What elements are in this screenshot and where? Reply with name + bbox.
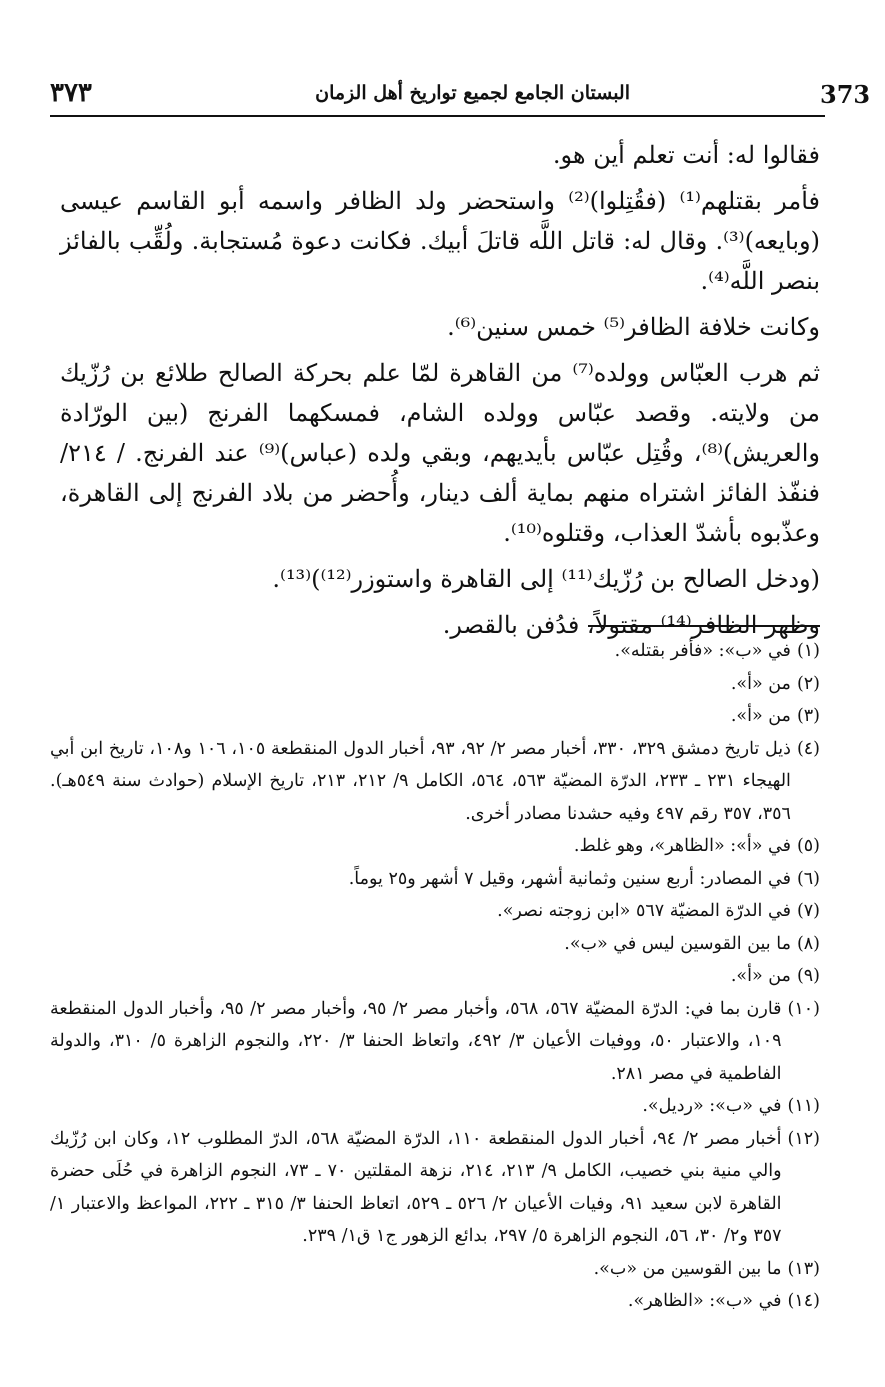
footnote-number: (١١) bbox=[787, 1096, 820, 1116]
footnote-text: في «أ»: «الظاهر»، وهو غلط. bbox=[573, 836, 791, 856]
footnote-number: (٧) bbox=[796, 901, 820, 921]
footnote-number: (٢) bbox=[796, 673, 820, 694]
footnote-text: من «أ». bbox=[730, 706, 791, 726]
footnote-number: (٤) bbox=[796, 738, 820, 759]
footnote-text: ما بين القوسين من «ب». bbox=[593, 1258, 782, 1279]
footnote-text: ما بين القوسين ليس في «ب». bbox=[564, 933, 791, 954]
paragraph: وكانت خلافة الظافر⁽⁵⁾ خمس سنين⁽⁶⁾. bbox=[447, 313, 820, 341]
footnote bbox=[50, 700, 820, 733]
running-title: البستان الجامع لجميع تواريخ أهل الزمان bbox=[315, 82, 630, 104]
footnote-number: (١) bbox=[796, 641, 820, 661]
footnote-number: (١٤) bbox=[787, 1291, 820, 1311]
footnote bbox=[50, 960, 820, 993]
footnote-text: في «ب»: «الظاهر». bbox=[627, 1291, 782, 1311]
footnote-text: في «ب»: «رديل». bbox=[642, 1096, 782, 1116]
paragraph: وظهر الظافر⁽¹⁴⁾ مقتولاً، فدُفن بالقصر. bbox=[442, 611, 820, 639]
footnote bbox=[50, 928, 820, 961]
page-number-arabic: ٣٧٣ bbox=[50, 78, 92, 108]
footnote-separator bbox=[588, 625, 820, 627]
footnote bbox=[50, 1123, 820, 1253]
footnote-number: (٣) bbox=[796, 706, 820, 726]
footnote-text: من «أ». bbox=[730, 673, 791, 694]
footnote bbox=[50, 635, 820, 668]
footnote bbox=[50, 895, 820, 928]
paragraph: فقالوا له: أنت تعلم أين هو. bbox=[552, 141, 820, 169]
footnote-text: في «ب»: «فأفر بقتله». bbox=[614, 641, 791, 661]
footnote-number: (٩) bbox=[796, 966, 820, 986]
footnote-number: (١٣) bbox=[787, 1258, 820, 1279]
footnote-number: (٨) bbox=[796, 933, 820, 954]
paragraph: فأمر بقتلهم⁽¹⁾ (فقُتِلوا)⁽²⁾ واستحضر ولد الظافر واسمه أبو القاسم عيسى (وبايعه)⁽³⁾. وقال له: قاتل اللَّه قاتلَ أبيك. فكانت دعوة مُستجابة. ولُقِّب بالفائز بنصر اللَّه⁽⁴⁾. bbox=[60, 187, 821, 295]
paragraph: (ودخل الصالح بن رُزّيك⁽¹¹⁾ إلى القاهرة واستوزر⁽¹²⁾)⁽¹³⁾. bbox=[272, 565, 820, 593]
footnote bbox=[50, 863, 820, 896]
footnote bbox=[50, 733, 820, 831]
footnote bbox=[50, 1090, 820, 1123]
footnote bbox=[50, 668, 820, 701]
footnotes bbox=[50, 635, 820, 1318]
footnote-number: (٦) bbox=[796, 868, 820, 889]
running-header bbox=[50, 70, 871, 114]
footnote bbox=[50, 993, 820, 1091]
footnote bbox=[50, 1285, 820, 1318]
paragraph: ثم هرب العبّاس وولده⁽⁷⁾ من القاهرة لمّا علم بحركة الصالح طلائع بن رُزّيك من ولايته. وقصد عبّاس وولده الشام، فمسكهما الفرنج (بين الورّادة والعريش)⁽⁸⁾، وقُتِل عبّاس بأيديهم، وبقي ولده (عباس)⁽⁹⁾ عند الفرنج. / ٢١٤/ فنفّذ الفائز اشتراه منهم بماية ألف دينار، وأُحضر من بلاد الفرنج إلى القاهرة، وعذّبوه بأشدّ العذاب، وقتلوه⁽¹⁰⁾. bbox=[60, 359, 821, 547]
footnote-text: من «أ». bbox=[730, 966, 791, 986]
footnote-text: أخبار مصر ٢/ ٩٤، أخبار الدول المنقطعة ١١٠، الدرّة المضيّة ٥٦٨، الدرّ المطلوب ١٢، وكان ابن رُزّيك والي منية بني خصيب، الكامل ٩/ ٢١٣، ٢١٤، نزهة المقلتين ٧٠ ـ ٧٣، النجوم الزاهرة في حُلَى حضرة القاهرة لابن سعيد ٩١، وفيات الأعيان ٢/ ٥٢٦ ـ ٥٢٩، اتعاظ الحنفا ٣/ ٣١٥ ـ ٢٢٢، المواعظ والاعتبار ١/ ٣٥٧ و٢/ ٣٠، ٥٦، النجوم الزاهرة ٥/ ٢٩٧، بدائع الزهور ج١ ق١/ ٢٣٩. bbox=[50, 1128, 782, 1246]
footnote bbox=[50, 830, 820, 863]
footnote-number: (٥) bbox=[796, 836, 820, 856]
footnote-text: ذيل تاريخ دمشق ٣٢٩، ٣٣٠، أخبار مصر ٢/ ٩٢، ٩٣، أخبار الدول المنقطعة ١٠٥، ١٠٦ و١٠٨، تاريخ ابن أبي الهيجاء ٢٣١ ـ ٢٣٣، الدرّة المضيّة ٥٦٣، ٥٦٤، الكامل ٩/ ٢١٢، ٢١٣، تاريخ الإسلام (حوادث سنة ٥٤٩هـ). ٣٥٦، ٣٥٧ رقم ٤٩٧ وفيه حشدنا مصادر أخرى. bbox=[50, 738, 791, 824]
main-text bbox=[60, 135, 820, 651]
header-rule bbox=[50, 115, 825, 117]
footnote-number: (١٢) bbox=[787, 1128, 820, 1149]
footnote bbox=[50, 1253, 820, 1286]
page-number-latin: 373 bbox=[820, 80, 871, 109]
footnote-text: في المصادر: أربع سنين وثمانية أشهر، وقيل ٧ أشهر و٢٥ يوماً. bbox=[348, 868, 791, 889]
footnote-number: (١٠) bbox=[787, 998, 820, 1019]
footnote-text: قارن بما في: الدرّة المضيّة ٥٦٧، ٥٦٨، وأخبار مصر ٢/ ٩٥، وأخبار مصر ٢/ ٩٥، وأخبار الدول المنقطعة ١٠٩، والاعتبار ٥٠، ووفيات الأعيان ٣/ ٤٩٢، واتعاظ الحنفا ٣/ ٢٢٠، والنجوم الزاهرة ٥/ ٣١٠، والدولة الفاطمية في مصر ٢٨١. bbox=[50, 998, 782, 1084]
footnote-text: في الدرّة المضيّة ٥٦٧ «ابن زوجته نصر». bbox=[497, 901, 791, 921]
